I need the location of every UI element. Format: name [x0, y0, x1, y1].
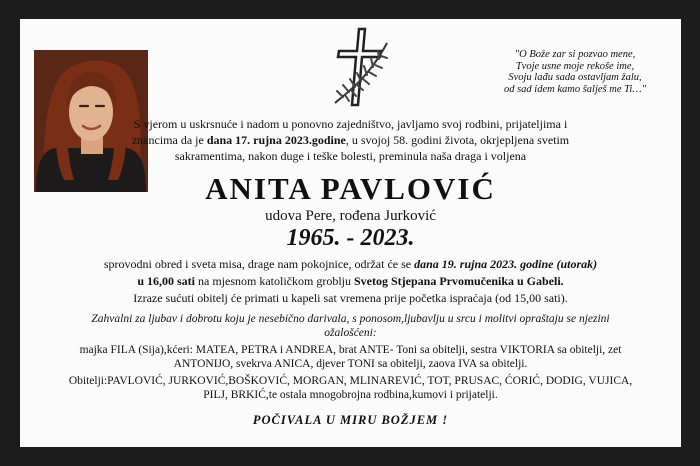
deceased-subtitle: udova Pere, rođena Jurković — [265, 208, 436, 224]
family-line: ANTONIJO, svekrva ANICA, djever TONI sa obitelji, zaova IVA sa obitelji. — [173, 358, 528, 370]
funeral-text: na mjesnom katoličkom groblju — [195, 274, 354, 288]
poem-line: "O Bože zar si pozvao mene, — [514, 49, 636, 60]
intro-line: S vjerom u uskrsnuće i nadom u ponovno zajedništvo, javljamo svoj rodbini, prijateljima i — [133, 117, 568, 131]
funeral-date: dana 19. rujna 2023. godine (utorak) — [414, 257, 598, 271]
thanks-line: ožalošćeni: — [324, 327, 377, 339]
poem-line: Tvoje usne moje rekoše ime, — [515, 60, 635, 72]
intro-line: sakramentima, nakon duge i teške bolesti, preminula naša draga i voljena — [174, 149, 527, 163]
funeral-line — [20, 274, 681, 289]
death-date: dana 17. rujna 2023.godine — [206, 133, 346, 147]
poem — [475, 49, 675, 95]
funeral-text: sprovodni obred i sveta misa, drage nam pokojnice, održat će se — [103, 257, 415, 271]
closing-line: POČIVALA U MIRU BOŽJEM ! — [252, 413, 449, 427]
poem-line: Svoju lađu sada ostavljam žalu, — [508, 72, 642, 83]
life-years: 1965. - 2023. — [286, 225, 415, 251]
intro-text: , u svojoj 58. godini života, okrjepljena svetim — [345, 133, 570, 147]
families-line: PILJ, BRKIĆ,te ostala mnogobrojna rodbina,kumovi i prijatelji. — [203, 389, 498, 401]
funeral-time: u 16,00 sati — [137, 274, 196, 288]
cross-with-palm-icon — [325, 25, 395, 111]
deceased-name: ANITA PAVLOVIĆ — [205, 171, 496, 206]
family-line: majka FILA (Sija),kćeri: MATEA, PETRA i ANDREA, brat ANTE- Toni sa obitelji, sestra VIKTORIA sa obitelji, zet — [79, 344, 622, 356]
funeral-line — [20, 257, 681, 272]
families-line: Obitelji:PAVLOVIĆ, JURKOVIĆ,BOŠKOVIĆ, MORGAN, MLINAREVIĆ, TOT, PRUSAC, ĆORIĆ, DODIG, VUJICA, — [68, 375, 633, 387]
obituary-notice — [20, 19, 681, 447]
funeral-place: Svetog Stjepana Prvomučenika u Gabeli. — [354, 274, 564, 288]
poem-line: od sad idem kamo šalješ me Ti…" — [503, 83, 647, 95]
intro-text: znancima da je — [131, 133, 207, 147]
intro-line — [20, 133, 681, 148]
condolence-line: Izraze sućuti obitelj će primati u kapeli sat vremena prije početka ispraćaja (od 15,00 sati). — [133, 291, 568, 305]
thanks-line: Zahvalni za ljubav i dobrotu koju je nesebično darivala, s ponosom,ljubavlju u srcu i molitvi opraštaju se njezini — [91, 313, 610, 325]
